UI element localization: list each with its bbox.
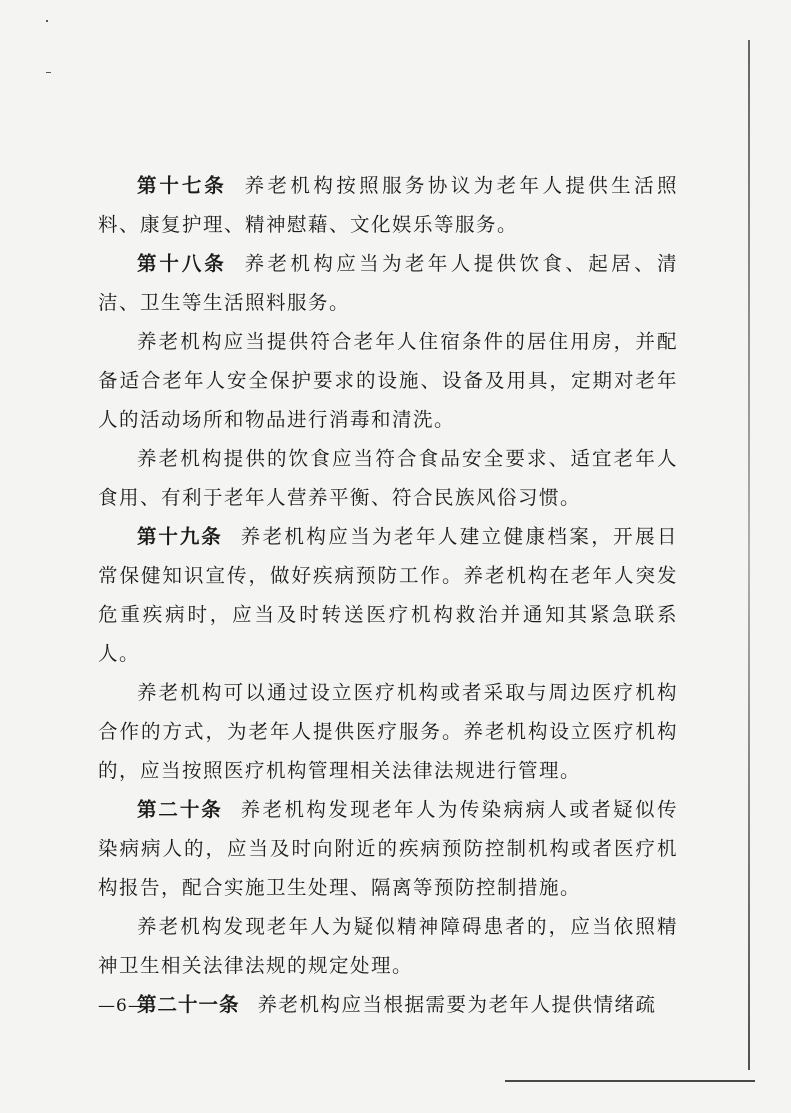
scan-edge-right	[748, 40, 750, 1070]
article-heading: 第十九条	[137, 525, 223, 548]
paragraph-art20-2	[98, 907, 678, 985]
article-heading: 第十八条	[137, 252, 227, 275]
paragraph-text: 养老机构可以通过设立医疗机构或者采取与周边医疗机构合作的方式，为老年人提供医疗服务。养老机构设立医疗机构的，应当按照医疗机构管理相关法律法规进行管理。	[98, 681, 678, 782]
paragraph-text: 养老机构应当根据需要为老年人提供情绪疏	[257, 993, 657, 1016]
paragraph-text: 养老机构应当为老年人提供饮食、起居、清洁、卫生等生活照料服务。	[98, 252, 678, 314]
article-heading: 第十七条	[137, 174, 227, 197]
scan-speck	[46, 72, 51, 73]
paragraph-art18	[98, 244, 678, 322]
scan-speck	[46, 20, 48, 22]
document-body	[98, 166, 678, 1024]
article-heading: 第二十条	[137, 798, 223, 821]
paragraph-art20	[98, 790, 678, 907]
scan-edge-bottom	[505, 1080, 755, 1082]
paragraph-text: 养老机构应当提供符合老年人住宿条件的居住用房，并配备适合老年人安全保护要求的设施、设备及用具，定期对老年人的活动场所和物品进行消毒和清洗。	[98, 330, 678, 431]
paragraph-text: 养老机构提供的饮食应当符合食品安全要求、适宜老年人食用、有利于老年人营养平衡、符合民族风俗习惯。	[98, 447, 678, 509]
paragraph-text: 养老机构应当为老年人建立健康档案，开展日常保健知识宣传，做好疾病预防工作。养老机构在老年人突发危重疾病时，应当及时转送医疗机构救治并通知其紧急联系人。	[98, 525, 678, 665]
paragraph-art18-3	[98, 439, 678, 517]
paragraph-art19	[98, 517, 678, 673]
paragraph-text: 养老机构发现老年人为疑似精神障碍患者的，应当依照精神卫生相关法律法规的规定处理。	[98, 915, 678, 977]
paragraph-text: 养老机构发现老年人为传染病病人或者疑似传染病病人的，应当及时向附近的疾病预防控制机构或者医疗机构报告，配合实施卫生处理、隔离等预防控制措施。	[98, 798, 678, 899]
paragraph-text: 养老机构按照服务协议为老年人提供生活照料、康复护理、精神慰藉、文化娱乐等服务。	[98, 174, 678, 236]
paragraph-art18-2	[98, 322, 678, 439]
paragraph-art17	[98, 166, 678, 244]
page-number: —6—	[98, 996, 146, 1016]
paragraph-art19-2	[98, 673, 678, 790]
article-heading: 第二十一条	[137, 993, 240, 1016]
paragraph-art21	[98, 985, 678, 1024]
